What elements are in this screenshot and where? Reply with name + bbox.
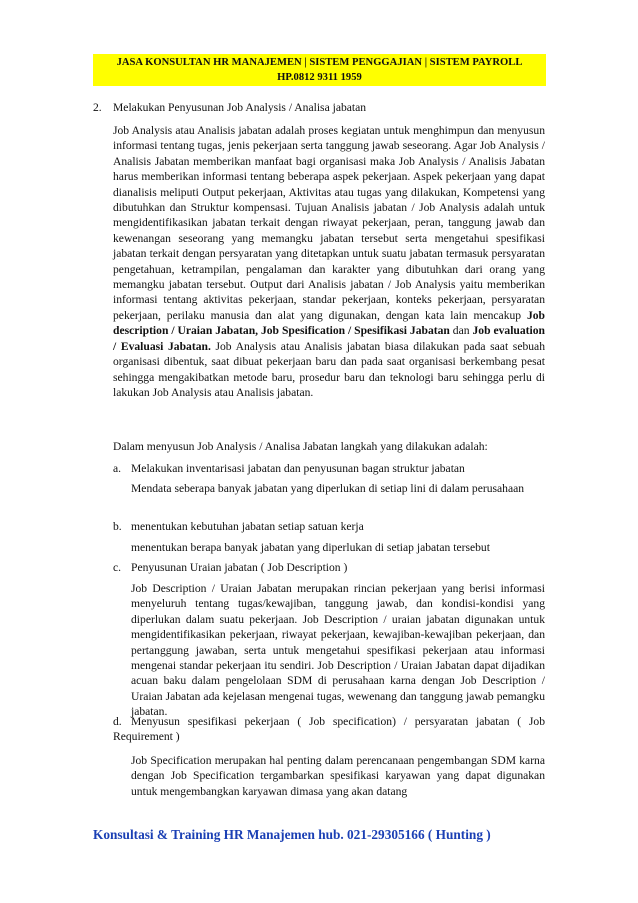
- item-letter: b.: [113, 520, 122, 533]
- item-title: Menyusun spesifikasi pekerjaan ( Job specification) / persyaratan jabatan ( Job Requirement ): [113, 715, 545, 744]
- item-body: Job Description / Uraian Jabatan merupakan rincian pekerjaan yang berisi informasi menyeluruh tentang tugas/kewajiban, tanggung jawab, dan kondisi-kondisi yang diperlukan dalam suatu pekerjaan. Job Description / uraian jabatan digunakan untuk mengidentifikasikan pekerjaan, riwayat pekerjaan, kewajiban-kewajiban pekerjaan, dan pertanggung jawaban, serta untuk mengetahui spesifikasi pekerjaan atau informasi mengenai standar pekerjaan itu sendiri. Job Description / Uraian Jabatan dapat dijadikan acuan baku dalam pengelolaan SDM di perusahaan karna dengan Job Description / Uraian Jabatan ada kejelasan mengenai tugas, wewenang dan tanggung jawab pemangku jabatan.: [131, 582, 545, 719]
- steps-intro: Dalam menyusun Job Analysis / Analisa Jabatan langkah yang dilakukan adalah:: [113, 440, 488, 453]
- section-number: 2.: [93, 101, 102, 114]
- list-item-a: [113, 461, 553, 476]
- item-title: menentukan kebutuhan jabatan setiap satuan kerja: [131, 520, 364, 533]
- intro-text-d: Job Analysis atau Analisis jabatan biasa dilakukan pada saat sebuah organisasi dibentuk, saat dibuat pekerjaan baru dan pada saat organisasi berkembang pesat sehingga mengakibatkan metode baru, prosedur baru dan teknologi baru sehingga perlu di lakukan Job Analysis atau Analisis jabatan.: [113, 339, 545, 399]
- intro-text-a: Job Analysis atau Analisis jabatan adalah proses kegiatan untuk menghimpun dan menyusun informasi tentang tugas, jenis pekerjaan serta tanggung jawab seseorang. Agar Job Analysis / Analisis Jabatan memberikan manfaat bagi organisasi maka Job Analysis / Analisis Jabatan harus memberikan informasi tentang beberapa aspek pekerjaan. Aspek pekerjaan yang dapat dianalisis meliputi Output pekerjaan, Aktivitas atau tugas yang dilakukan, Kompetensi yang dibutuhkan dan Struktur kompensasi. Tujuan Analisis jabatan / Job Analysis adalah untuk mengidentifikasikan jabatan terkait dengan riwayat pekerjaan, peran, tanggung jawab dan kewenangan seseorang yang memangku jabatan tersebut serta mengetahui spesifikasi jabatan terkait dengan persyaratan yang ditetapkan untuk suatu jabatan termasuk persyaratan pengetahuan, ketrampilan, pengalaman dan karakter yang dibutuhkan dari orang yang memangku jabatan tersebut. Output dari Analisis jabatan / Job Analysis yaitu memberikan informasi tentang aktivitas pekerjaan, standar pekerjaan, konteks pekerjaan, persyaratan pekerjaan, perilaku manusia dan alat yang digunakan, dengan kata lain mencakup: [113, 124, 545, 322]
- item-body: menentukan berapa banyak jabatan yang diperlukan di setiap jabatan tersebut: [131, 541, 490, 554]
- list-item-d: [113, 714, 545, 745]
- list-item-c: [113, 560, 553, 575]
- intro-bold-2: Job evaluation / Evaluasi Jabatan.: [113, 324, 545, 353]
- intro-paragraph: [113, 123, 545, 400]
- item-letter: a.: [113, 462, 122, 475]
- item-title: Melakukan inventarisasi jabatan dan penyusunan bagan struktur jabatan: [131, 462, 465, 475]
- item-body: Job Specification merupakan hal penting dalam perencanaan pengembangan SDM karna dengan Job Specification tergambarkan spesifikasi karyawan yang dapat digunakan untuk mengembangkan karyawan dimasa yang akan datang: [131, 754, 545, 798]
- item-letter: d.: [113, 715, 122, 728]
- list-item-b: [113, 519, 553, 534]
- intro-bold-1: Job description / Uraian Jabatan, Job Spesification / Spesifikasi Jabatan: [113, 308, 545, 338]
- header-banner: [93, 54, 546, 86]
- banner-line-1: JASA KONSULTAN HR MANAJEMEN | SISTEM PENGGAJIAN | SISTEM PAYROLL: [116, 57, 523, 68]
- footer-contact: Konsultasi & Training HR Manajemen hub. 021-29305166 ( Hunting ): [93, 827, 491, 842]
- section-title: Melakukan Penyusunan Job Analysis / Analisa jabatan: [113, 101, 367, 114]
- item-body: Mendata seberapa banyak jabatan yang diperlukan di setiap lini di dalam perusahaan: [131, 482, 525, 495]
- section-heading: [93, 100, 553, 115]
- item-letter: c.: [113, 561, 122, 574]
- banner-line-2: HP.0812 9311 1959: [277, 72, 362, 83]
- item-title: Penyusunan Uraian jabatan ( Job Description ): [131, 561, 348, 574]
- intro-text-c: dan: [449, 324, 473, 338]
